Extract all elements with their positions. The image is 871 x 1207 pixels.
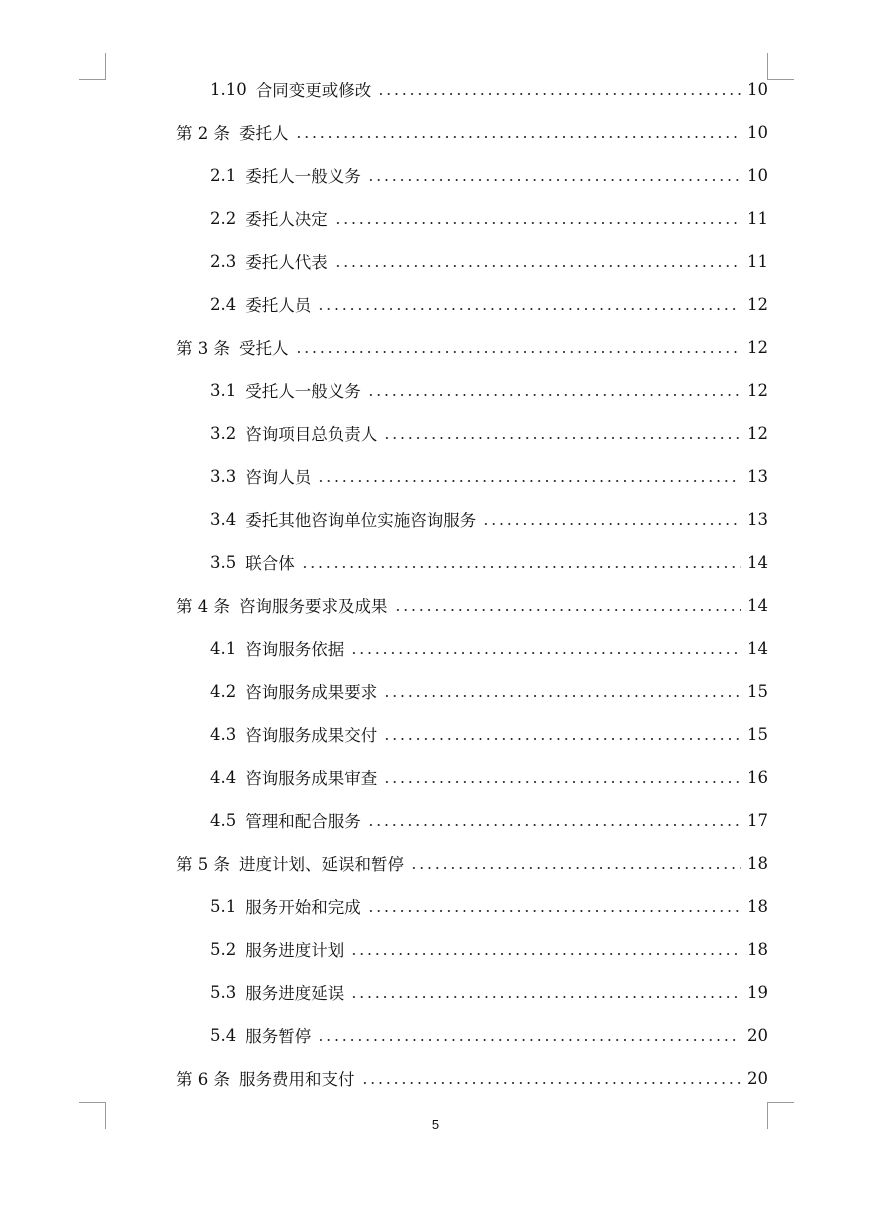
toc-entry[interactable]	[176, 843, 768, 883]
toc-entry-number: 1.10	[210, 79, 247, 99]
toc-dot-leader	[350, 939, 741, 959]
toc-entry-page: 14	[747, 552, 768, 572]
toc-entry-number: 第 5 条	[176, 855, 230, 874]
toc-entry[interactable]	[176, 327, 768, 367]
toc-entry[interactable]	[176, 585, 768, 625]
toc-entry-number: 4.4	[210, 767, 237, 787]
toc-entry[interactable]	[176, 1058, 768, 1098]
toc-entry-page: 18	[747, 939, 768, 959]
toc-entry-title: 委托人决定	[245, 210, 328, 229]
toc-entry[interactable]	[210, 241, 768, 281]
toc-entry-number: 5.4	[210, 1025, 237, 1045]
toc-entry-title: 咨询服务要求及成果	[239, 597, 388, 616]
toc-entry-page: 16	[747, 767, 768, 787]
toc-entry-page: 12	[747, 294, 768, 314]
toc-entry-number: 3.5	[210, 552, 237, 572]
toc-dot-leader	[361, 1068, 742, 1088]
toc-entry[interactable]	[210, 1015, 768, 1055]
toc-entry[interactable]	[210, 800, 768, 840]
crop-mark-top-right	[767, 53, 794, 80]
toc-entry-title: 服务费用和支付	[239, 1070, 355, 1089]
toc-entry-page: 14	[747, 638, 768, 658]
toc-entry-title: 咨询项目总负责人	[245, 425, 378, 444]
toc-entry[interactable]	[210, 929, 768, 969]
toc-entry[interactable]	[210, 155, 768, 195]
toc-entry[interactable]	[176, 112, 768, 152]
toc-entry-page: 12	[747, 380, 768, 400]
toc-entry-title: 咨询服务成果审查	[245, 769, 378, 788]
toc-entry-title: 委托人一般义务	[245, 167, 361, 186]
toc-entry-title: 管理和配合服务	[245, 812, 361, 831]
toc-entry-page: 10	[747, 122, 768, 142]
toc-entry-page: 11	[747, 208, 768, 228]
toc-entry-page: 15	[747, 681, 768, 701]
toc-entry-number: 第 2 条	[176, 124, 230, 143]
toc-entry-title: 受托人一般义务	[245, 382, 361, 401]
toc-entry-title: 合同变更或修改	[255, 81, 372, 100]
toc-entry-title: 进度计划、延误和暂停	[239, 855, 404, 874]
toc-entry[interactable]	[210, 628, 768, 668]
toc-entry-number: 5.2	[210, 939, 237, 959]
toc-entry-number: 2.3	[210, 251, 237, 271]
toc-entry-page: 18	[747, 896, 768, 916]
toc-entry-number: 3.2	[210, 423, 237, 443]
toc-entry-page: 13	[747, 466, 768, 486]
toc-entry[interactable]	[210, 456, 768, 496]
toc-dot-leader	[410, 853, 741, 873]
toc-entry-page: 20	[747, 1068, 768, 1088]
toc-entry[interactable]	[210, 284, 768, 324]
toc-entry[interactable]	[210, 499, 768, 539]
toc-entry-page: 12	[747, 337, 768, 357]
toc-dot-leader	[295, 337, 742, 357]
toc-entry-page: 20	[747, 1025, 768, 1045]
toc-dot-leader	[295, 122, 742, 142]
toc-dot-leader	[482, 509, 741, 529]
toc-entry-page: 10	[747, 165, 768, 185]
toc-entry-title: 服务进度延误	[245, 984, 345, 1003]
toc-entry[interactable]	[210, 886, 768, 926]
toc-entry-page: 13	[747, 509, 768, 529]
toc-entry-number: 2.4	[210, 294, 237, 314]
toc-dot-leader	[394, 595, 742, 615]
toc-entry-number: 4.2	[210, 681, 237, 701]
toc-entry-number: 3.3	[210, 466, 237, 486]
toc-entry-page: 18	[747, 853, 768, 873]
toc-dot-leader	[350, 982, 741, 1002]
toc-entry-number: 4.5	[210, 810, 237, 830]
toc-dot-leader	[317, 294, 741, 314]
toc-entry[interactable]	[210, 671, 768, 711]
toc-entry-title: 咨询人员	[245, 468, 312, 487]
toc-entry[interactable]	[210, 413, 768, 453]
toc-entry-title: 服务开始和完成	[245, 898, 361, 917]
toc-entry-page: 10	[747, 79, 768, 99]
toc-entry[interactable]	[210, 370, 768, 410]
toc-entry[interactable]	[210, 69, 768, 109]
toc-entry-title: 咨询服务依据	[245, 640, 345, 659]
toc-entry-number: 4.3	[210, 724, 237, 744]
toc-entry-number: 第 4 条	[176, 597, 230, 616]
toc-entry-number: 3.4	[210, 509, 237, 529]
toc-dot-leader	[350, 638, 741, 658]
toc-entry[interactable]	[210, 542, 768, 582]
toc-dot-leader	[334, 208, 741, 228]
page-number: 5	[431, 1117, 440, 1132]
toc-entry-number: 2.1	[210, 165, 237, 185]
crop-mark-top-left	[79, 53, 106, 80]
toc-entry-number: 第 3 条	[176, 339, 230, 358]
toc-entry-title: 委托人员	[245, 296, 312, 315]
toc-entry[interactable]	[210, 198, 768, 238]
toc-dot-leader	[334, 251, 741, 271]
toc-entry-number: 3.1	[210, 380, 237, 400]
toc-entry-title: 咨询服务成果要求	[245, 683, 378, 702]
toc-dot-leader	[377, 79, 741, 99]
toc-entry-number: 5.1	[210, 896, 237, 916]
toc-entry-title: 受托人	[239, 339, 289, 358]
toc-dot-leader	[367, 380, 741, 400]
toc-entry-page: 14	[747, 595, 768, 615]
toc-entry-title: 委托人	[239, 124, 289, 143]
toc-entry-title: 联合体	[245, 554, 295, 573]
toc-dot-leader	[367, 896, 741, 916]
toc-dot-leader	[383, 681, 741, 701]
toc-dot-leader	[301, 552, 741, 572]
toc-dot-leader	[383, 423, 741, 443]
toc-dot-leader	[383, 724, 741, 744]
toc-entry[interactable]	[210, 757, 768, 797]
toc-entry-title: 咨询服务成果交付	[245, 726, 378, 745]
toc-dot-leader	[367, 810, 741, 830]
toc-dot-leader	[317, 1025, 741, 1045]
toc-entry-number: 2.2	[210, 208, 237, 228]
toc-entry[interactable]	[210, 714, 768, 754]
toc-dot-leader	[317, 466, 741, 486]
toc-entry-number: 5.3	[210, 982, 237, 1002]
toc-entry-title: 服务暂停	[245, 1027, 312, 1046]
toc-entry-page: 11	[747, 251, 768, 271]
toc-entry-title: 委托其他咨询单位实施咨询服务	[245, 511, 477, 530]
toc-dot-leader	[367, 165, 741, 185]
toc-entry[interactable]	[210, 972, 768, 1012]
toc-entry-page: 15	[747, 724, 768, 744]
toc-entry-page: 17	[747, 810, 768, 830]
toc-entry-number: 4.1	[210, 638, 237, 658]
toc-entry-number: 第 6 条	[176, 1070, 230, 1089]
toc-dot-leader	[383, 767, 741, 787]
toc-entry-page: 12	[747, 423, 768, 443]
toc-entry-title: 服务进度计划	[245, 941, 345, 960]
toc-entry-page: 19	[747, 982, 768, 1002]
toc-entry-title: 委托人代表	[245, 253, 328, 272]
